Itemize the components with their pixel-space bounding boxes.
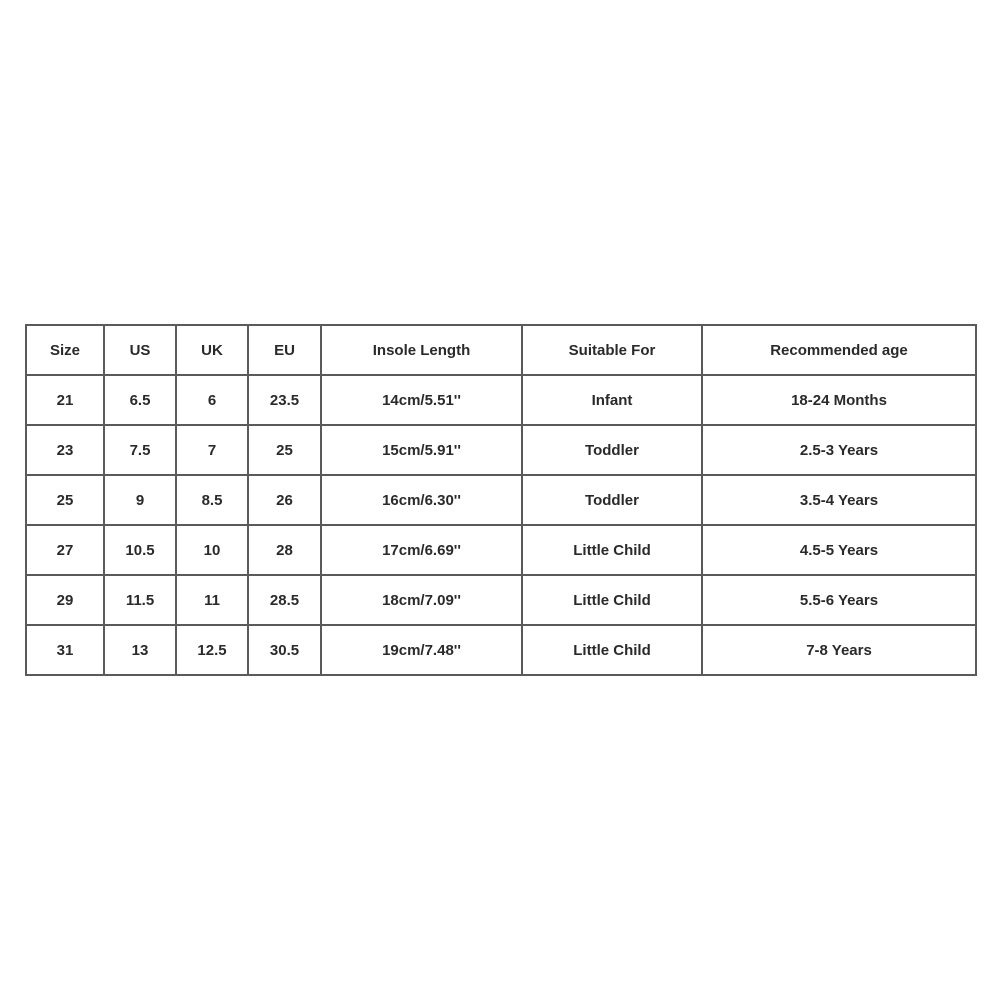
cell-eu: 28.5 xyxy=(248,575,321,625)
cell-suitable-for: Toddler xyxy=(522,425,702,475)
cell-size: 21 xyxy=(26,375,104,425)
table-row xyxy=(26,375,976,425)
cell-us: 9 xyxy=(104,475,176,525)
cell-us: 6.5 xyxy=(104,375,176,425)
cell-size: 25 xyxy=(26,475,104,525)
cell-suitable-for: Little Child xyxy=(522,525,702,575)
cell-insole-length: 16cm/6.30'' xyxy=(321,475,522,525)
cell-size: 31 xyxy=(26,625,104,675)
cell-recommended-age: 4.5-5 Years xyxy=(702,525,976,575)
cell-insole-length: 14cm/5.51'' xyxy=(321,375,522,425)
cell-insole-length: 15cm/5.91'' xyxy=(321,425,522,475)
cell-us: 7.5 xyxy=(104,425,176,475)
cell-insole-length: 18cm/7.09'' xyxy=(321,575,522,625)
header-uk: UK xyxy=(176,325,248,375)
table-row xyxy=(26,575,976,625)
header-row xyxy=(26,325,976,375)
cell-size: 29 xyxy=(26,575,104,625)
cell-suitable-for: Little Child xyxy=(522,575,702,625)
cell-suitable-for: Toddler xyxy=(522,475,702,525)
table-row xyxy=(26,475,976,525)
cell-insole-length: 17cm/6.69'' xyxy=(321,525,522,575)
cell-suitable-for: Infant xyxy=(522,375,702,425)
cell-us: 13 xyxy=(104,625,176,675)
cell-uk: 11 xyxy=(176,575,248,625)
cell-eu: 23.5 xyxy=(248,375,321,425)
header-suitable-for: Suitable For xyxy=(522,325,702,375)
cell-eu: 28 xyxy=(248,525,321,575)
table-row xyxy=(26,625,976,675)
cell-recommended-age: 2.5-3 Years xyxy=(702,425,976,475)
cell-eu: 26 xyxy=(248,475,321,525)
cell-uk: 10 xyxy=(176,525,248,575)
cell-recommended-age: 7-8 Years xyxy=(702,625,976,675)
table-row xyxy=(26,425,976,475)
header-recommended-age: Recommended age xyxy=(702,325,976,375)
cell-insole-length: 19cm/7.48'' xyxy=(321,625,522,675)
cell-eu: 30.5 xyxy=(248,625,321,675)
cell-uk: 6 xyxy=(176,375,248,425)
cell-uk: 8.5 xyxy=(176,475,248,525)
cell-recommended-age: 18-24 Months xyxy=(702,375,976,425)
cell-uk: 12.5 xyxy=(176,625,248,675)
table-row xyxy=(26,525,976,575)
header-insole-length: Insole Length xyxy=(321,325,522,375)
size-chart-table xyxy=(25,324,977,676)
header-size: Size xyxy=(26,325,104,375)
cell-size: 27 xyxy=(26,525,104,575)
cell-us: 10.5 xyxy=(104,525,176,575)
cell-recommended-age: 3.5-4 Years xyxy=(702,475,976,525)
cell-uk: 7 xyxy=(176,425,248,475)
cell-recommended-age: 5.5-6 Years xyxy=(702,575,976,625)
cell-suitable-for: Little Child xyxy=(522,625,702,675)
cell-eu: 25 xyxy=(248,425,321,475)
header-us: US xyxy=(104,325,176,375)
cell-size: 23 xyxy=(26,425,104,475)
cell-us: 11.5 xyxy=(104,575,176,625)
header-eu: EU xyxy=(248,325,321,375)
